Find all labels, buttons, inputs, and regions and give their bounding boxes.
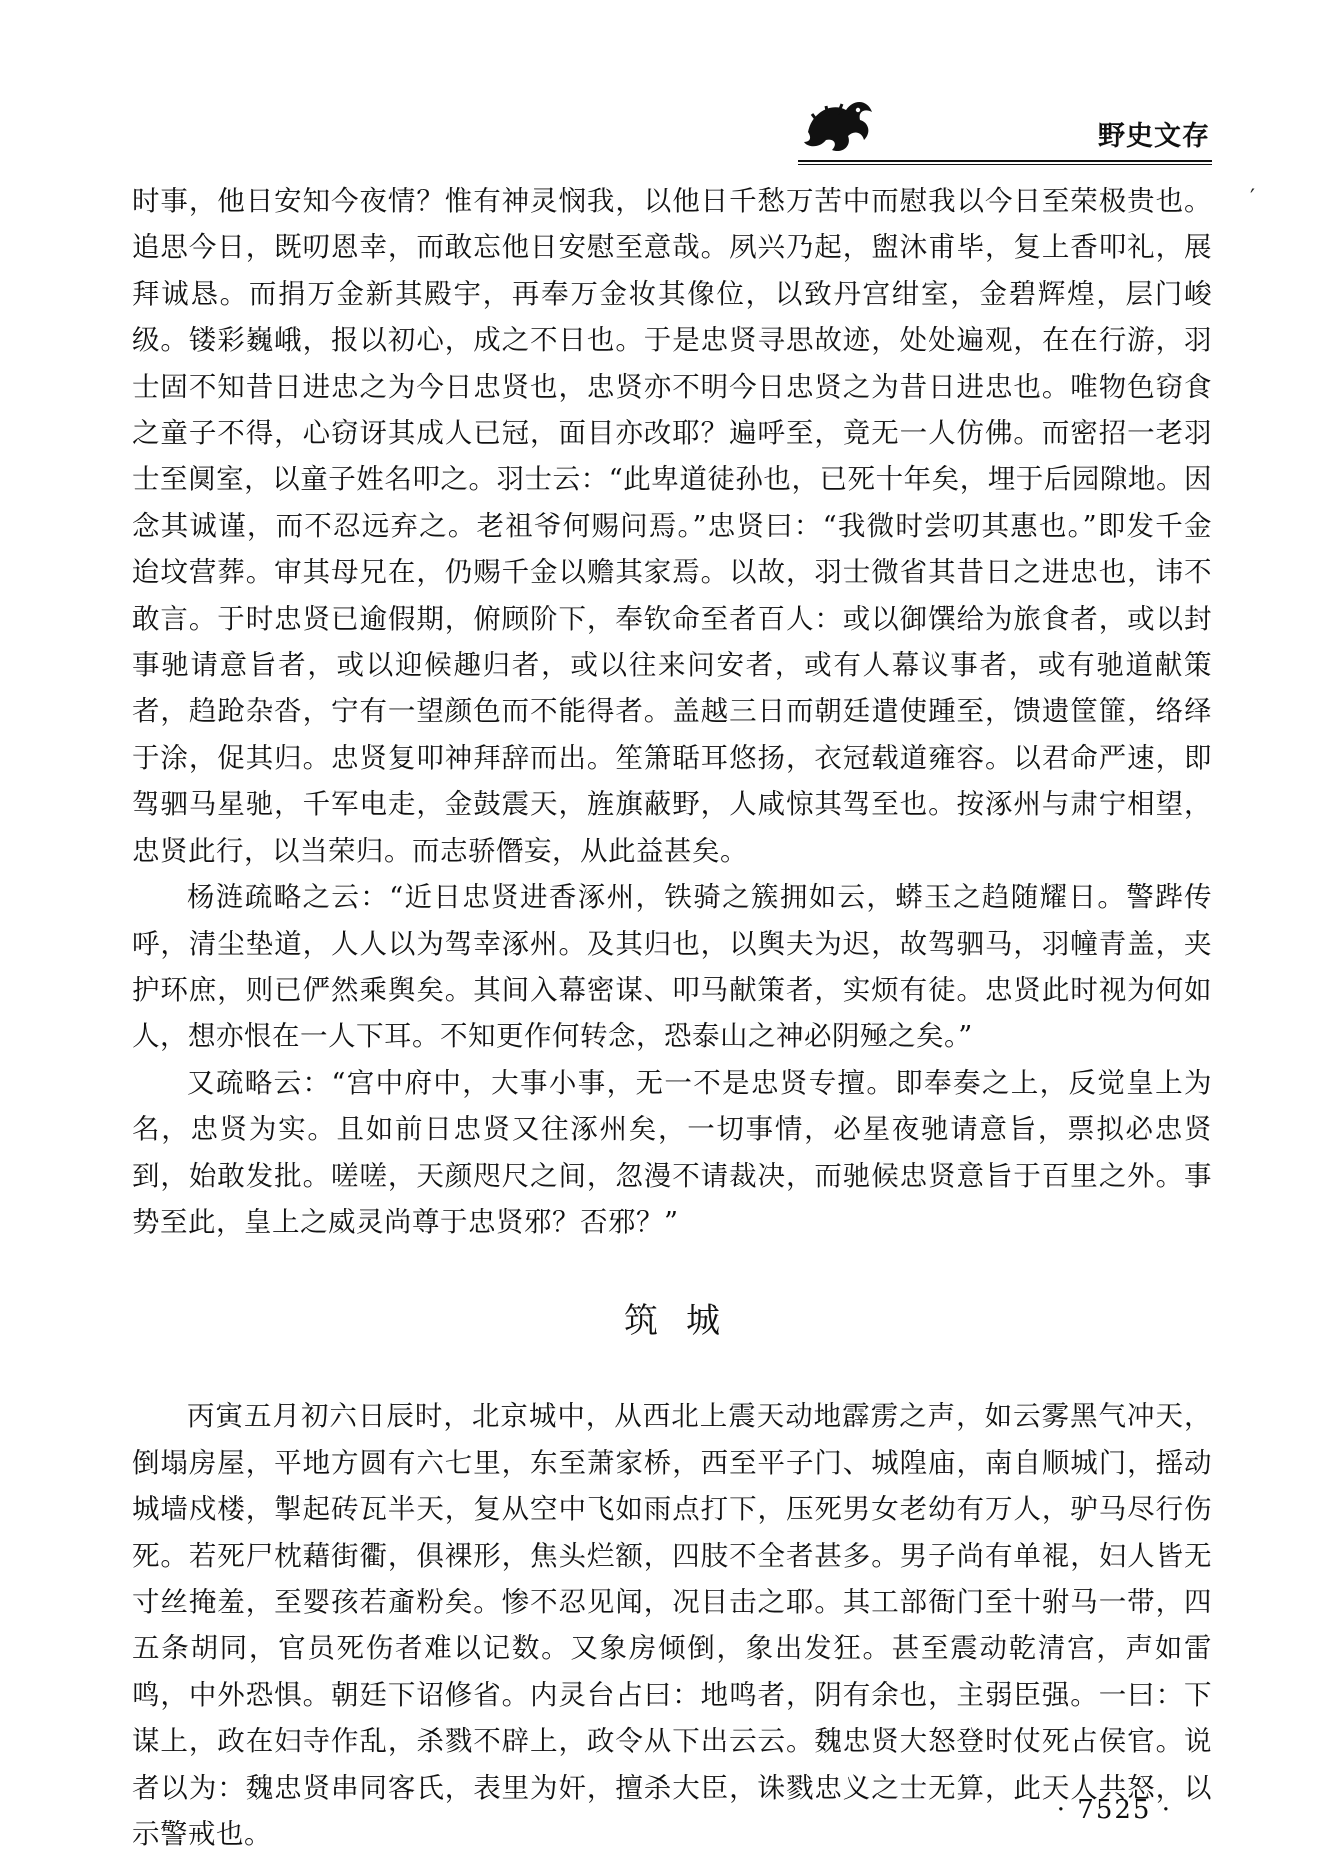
- page-body: [132, 178, 1212, 1857]
- series-title: 野史文存: [1098, 121, 1210, 152]
- paragraph-3: 又疏略云：“宫中府中，大事小事，无一不是忠贤专擅。即奉奏之上，反觉皇上为名，忠贤为实。且如前日忠贤又往涿州矣，一切事情，必星夜驰请意旨，票拟必忠贤到，始敢发批。嗟嗟，天颜咫尺之间，忽漫不请裁决，而驰候忠贤意旨于百里之外。事势至此，皇上之威灵尚尊于忠贤邪？否邪？”: [132, 1066, 1212, 1238]
- stray-mark: ′: [1250, 186, 1255, 211]
- header-rule: [798, 160, 1212, 165]
- dragon-emblem-icon: [798, 92, 878, 158]
- paragraph-2: 杨涟疏略之云：“近日忠贤进香涿州，铁骑之簇拥如云，蟒玉之趋随耀日。警跸传呼，清尘垫道，人人以为驾幸涿州。及其归也，以舆夫为迟，故驾驷马，羽幢青盖，夹护环庶，则已俨然乘舆矣。其间入幕密谋、叩马献策者，实烦有徒。忠贤此时视为何如人，想亦恨在一人下耳。不知更作何转念，恐泰山之神必阴殛之矣。”: [132, 881, 1212, 1053]
- page-number: · 7525 ·: [1056, 1795, 1172, 1825]
- paragraph-1: 时事，他日安知今夜情？惟有神灵悯我，以他日千愁万苦中而慰我以今日至荣极贵也。追思今日，既叨恩幸，而敢忘他日安慰至意哉。夙兴乃起，盥沐甫毕，复上香叩礼，展拜诚恳。而捐万金新其殿宇，再奉万金妆其像位，以致丹宫绀室，金碧辉煌，层门峻级。镂彩巍峨，报以初心，成之不日也。于是忠贤寻思故迹，处处遍观，在在行游，羽士固不知昔日进忠之为今日忠贤也，忠贤亦不明今日忠贤之为昔日进忠也。唯物色窃食之童子不得，心窃讶其成人已冠，面目亦改耶？遍呼至，竟无一人仿佛。而密招一老羽士至阒室，以童子姓名叩之。羽士云：“此卑道徒孙也，已死十年矣，埋于后园隙地。因念其诚谨，而不忍远弃之。老祖爷何赐问焉。”忠贤曰：“我微时尝叨其惠也。”即发千金迨坟营葬。审其母兄在，仍赐千金以赡其家焉。以故，羽士微省其昔日之进忠也，讳不敢言。于时忠贤已逾假期，俯顾阶下，奉钦命至者百人：或以御馔给为旅食者，或以封事驰请意旨者，或以迎候趣归者，或以往来问安者，或有人幕议事者，或有驰道献策者，趋跄杂沓，宁有一望颜色而不能得者。盖越三日而朝廷遣使踵至，馈遗筐篚，络绎于涂，促其归。忠贤复叩神拜辞而出。笙箫聒耳悠扬，衣冠载道雍容。以君命严速，即驾驷马星驰，千军电走，金鼓震天，旌旗蔽野，人咸惊其驾至也。按涿州与肃宁相望，忠贤此行，以当荣归。而志骄僭妄，从此益甚矣。: [132, 185, 1212, 867]
- section-title: 筑城: [624, 1301, 748, 1342]
- running-header: [798, 92, 1218, 160]
- paragraph-4: 丙寅五月初六日辰时，北京城中，从西北上震天动地霹雳之声，如云雾黑气冲天，倒塌房屋，平地方圆有六七里，东至萧家桥，西至平子门、城隍庙，南自顺城门，摇动城墙戍楼，掣起砖瓦半天，复从空中飞如雨点打下，压死男女老幼有万人，驴马尽行伤死。若死尸枕藉街衢，俱裸形，焦头烂额，四肢不全者甚多。男子尚有单裩，妇人皆无寸丝掩羞，至婴孩若齑粉矣。惨不忍见闻，况目击之耶。其工部衙门至十驸马一带，四五条胡同，官员死伤者难以记数。又象房倾倒，象出发狂。甚至震动乾清宫，声如雷鸣，中外恐惧。朝廷下诏修省。内灵台占曰：地鸣者，阴有余也，主弱臣强。一曰：下谋上，政在妇寺作乱，杀戮不辟上，政令从下出云云。魏忠贤大怒登时仗死占侯官。说者以为：魏忠贤串同客氏，表里为奸，擅杀大臣，诛戮忠义之士无算，此天人共怒，以示警戒也。: [132, 1400, 1212, 1850]
